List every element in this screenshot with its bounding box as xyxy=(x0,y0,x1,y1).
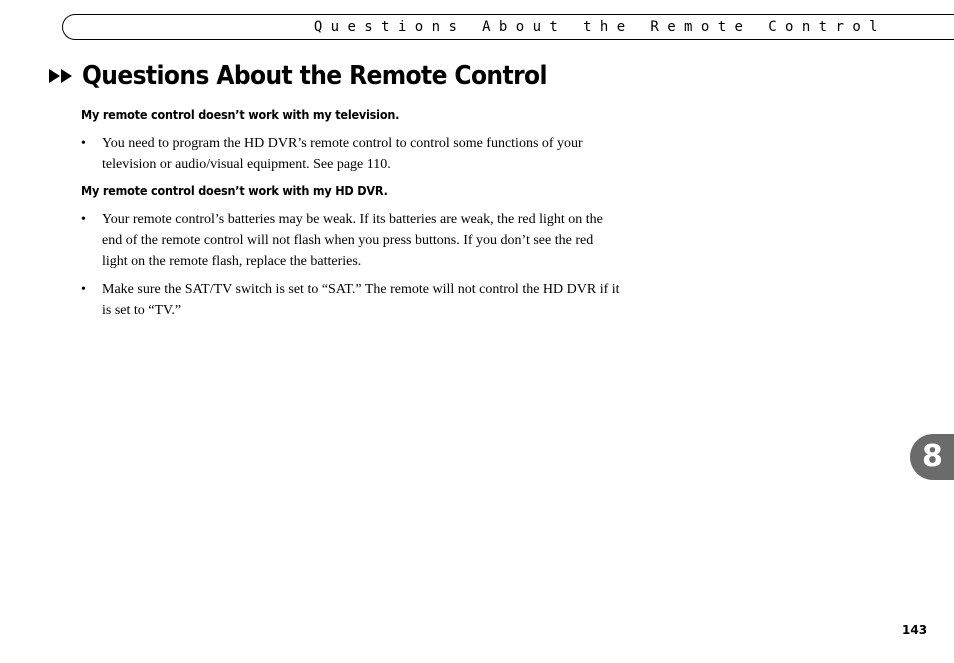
bullet-mark: • xyxy=(81,136,86,151)
title-row xyxy=(49,58,547,94)
page-title: Questions About the Remote Control xyxy=(82,61,547,91)
bullet-mark: • xyxy=(81,212,86,227)
list-item xyxy=(81,279,621,321)
bullet-mark: • xyxy=(81,282,86,297)
running-header-title: Questions About the Remote Control xyxy=(313,19,886,35)
page-number: 143 xyxy=(902,623,928,637)
bullet-text: Your remote control’s batteries may be weak. If its batteries are weak, the red light on the end of the remote control will not flash when you press buttons. If you don’t see the red light on the remote flash, replace the batteries. xyxy=(102,212,603,269)
running-header xyxy=(62,14,954,40)
list-item xyxy=(81,209,621,272)
double-triangle-arrow-icon xyxy=(49,69,73,83)
list-item xyxy=(81,133,621,175)
chapter-tab xyxy=(910,434,954,480)
section-heading-television: My remote control doesn’t work with my television. xyxy=(81,107,400,122)
bullet-text: You need to program the HD DVR’s remote control to control some functions of your television or audio/visual equipment. See page 110. xyxy=(102,136,583,172)
chapter-number: 8 xyxy=(922,439,943,474)
section-heading-hd-dvr: My remote control doesn’t work with my HD DVR. xyxy=(81,183,388,198)
bullet-text: Make sure the SAT/TV switch is set to “SAT.” The remote will not control the HD DVR if it is set to “TV.” xyxy=(102,282,620,318)
